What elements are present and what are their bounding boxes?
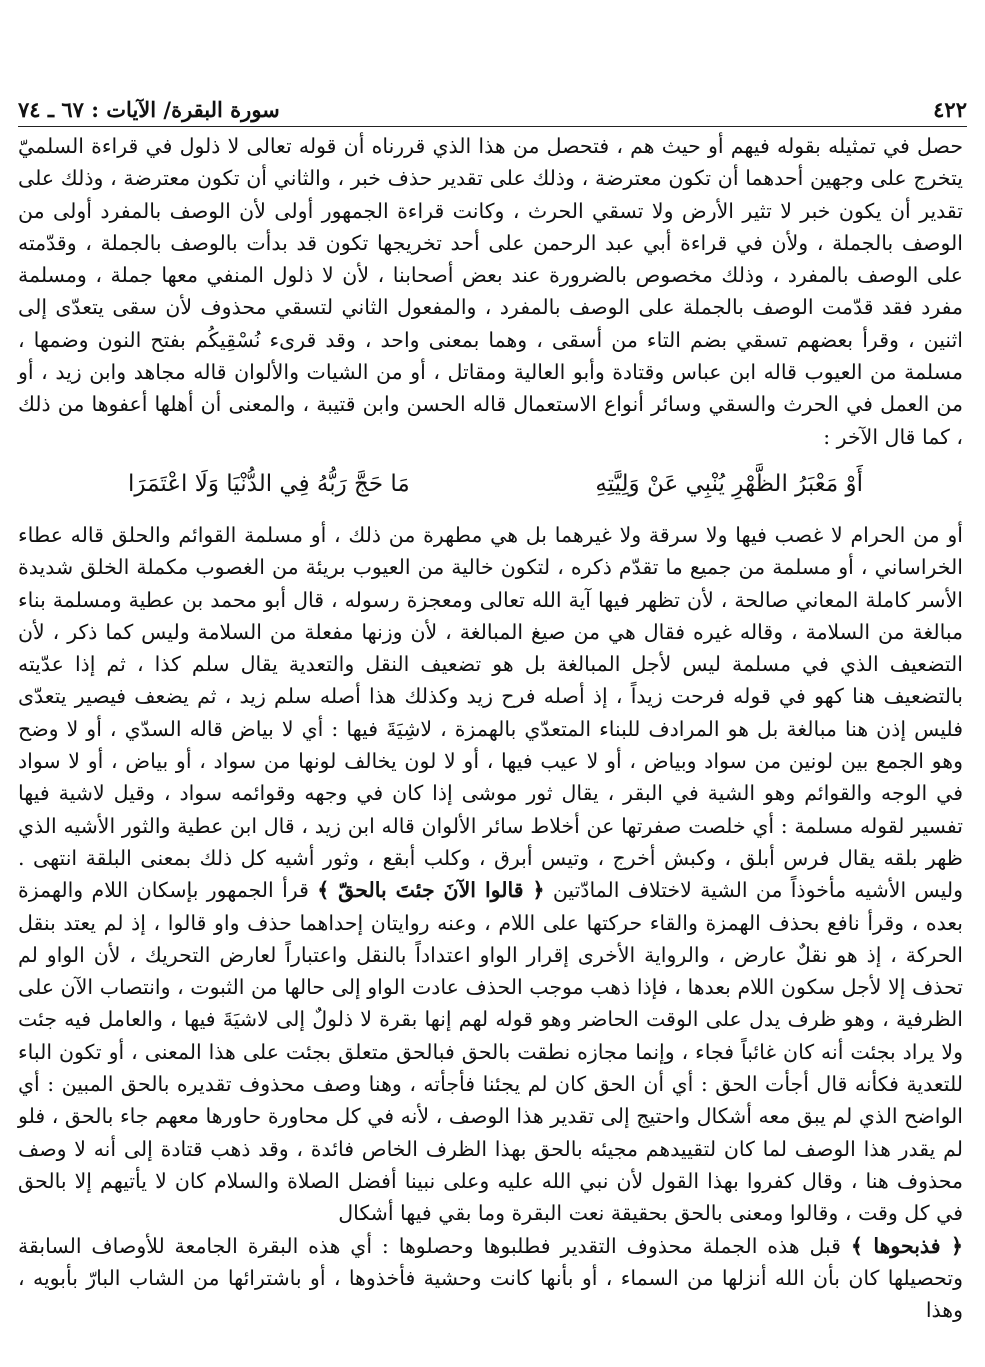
quran-quote-2: ﴿ فذبحوها ﴾ [850,1233,963,1258]
paragraph-3 [18,1230,963,1327]
page-body [18,130,963,1326]
paragraph-2-text: أو من الحرام لا غصب فيها ولا سرقة ولا غيرهما بل هي مطهرة من ذلك ، أو مسلمة القوائم والحلق قاله عطاء الخراساني ، أو مسلمة من جميع ما تقدّم ذكره ، لتكون خالية من العيوب بريئة من الغصوب مكملة الخلق شديدة الأسر كاملة المعاني صالحة ، لأن تظهر فيها آية الله تعالى ومعجزة رسوله ، قال أبو محمد بن عطية ومسلمة بناء مبالغة من السلامة ، وقاله غيره فقال هي من صيغ المبالغة ، لأن وزنها مفعلة من السلامة وليس كما ذكر ، لأن التضعيف الذي في مسلمة ليس لأجل المبالغة بل هو تضعيف النقل والتعدية يقال سلم كذا ، ثم إذا عدّيته بالتضعيف هنا كهو في قوله فرحت زيداً ، إذ أصله فرح زيد وكذلك هذا أصله سلم زيد ، ثم يضعف فيصير يتعدّى فليس إذن هنا مبالغة بل هو المرادف للبناء المتعدّي بالهمزة ، لاشِيَةَ فيها : أي لا بياض قاله السدّي ، أو لا وضح وهو الجمع بين لونين من سواد وبياض ، أو لا عيب فيها ، أو لا لون يخالف لونها من سواد ، أو بياض ، أو لا سواد في الوجه والقوائم وهو الشية في البقر ، يقال ثور موشى إذا كان في وجهه وقوائمه سواد ، وقيل لاشية فيها تفسير لقوله مسلمة : أي خلصت صفرتها عن أخلاط سائر الألوان قاله ابن زيد ، قال ابن عطية والثور الأشيه الذي ظهر بلقه يقال فرس أبلق ، وكبش أخرج ، وتيس أبرق ، وكلب أبقع ، وثور أشيه كل ذلك بمعنى البلقة انتهى . وليس الأشيه مأخوذاً من الشية لاختلاف المادّتين [18,522,963,903]
quran-quote-1: ﴿ قالوا الآنَ جئتَ بالحقّ ﴾ [317,878,545,903]
paragraph-2 [18,519,963,1230]
page-header [18,88,967,127]
paragraph-2-continuation: قرأ الجمهور بإسكان اللام والهمزة بعده ، وقرأ نافع بحذف الهمزة والقاء حركتها على اللام ، وعنه روايتان إحداهما حذف واو قالوا ، إذ لم يعتد بنقل الحركة ، إذ هو نقلٌ عارض ، والرواية الأخرى إقرار الواو اعتداداً بالنقل واعتباراً لعارض التحريك ، لأن الواو لم تحذف إلا لأجل سكون اللام بعدها ، فإذا ذهب موجب الحذف عادت الواو إلى حالها من الثبوت ، وانتصاب الآن على الظرفية ، وهو ظرف يدل على الوقت الحاضر وهو قوله لهم إنها بقرة لا ذلولٌ إلى لاشيَةَ فيها ، والعامل فيه جئت ولا يراد بجئت أنه كان غائباً فجاء ، وإنما مجازه نطقت بالحق فبالحق متعلق بجئت على هذا المعنى ، أو تكون الباء للتعدية فكأنه قال أجأت الحق : أي أن الحق كان لم يجئنا فأجأته ، وهنا وصف محذوف تقديره بالحق المبين : أي الواضح الذي لم يبق معه أشكال واحتيج إلى تقدير هذا الوصف ، لأنه في كل محاورة حاورها معهم جاء بالحق ، فلو لم يقدر هذا الوصف لما كان لتقييدهم مجيئه بالحق بهذا الظرف الخاص فائدة ، وقد ذهب قتادة إلى أنه لا وصف محذوف هنا ، وقال كفروا بهذا القول لأن نبي الله عليه وعلى نبينا أفضل الصلاة والسلام كان لا يأتيهم إلا بالحق في كل وقت ، وقالوا ومعنى بالحق بحقيقة نعت البقرة وما بقي فيها أشكال [18,878,963,1226]
running-title: سورة البقرة/ الآيات : ٦٧ ـ ٧٤ [18,97,280,122]
paragraph-3-text: قبل هذه الجملة محذوف التقدير فطلبوها وحصلوها : أي هذه البقرة الجامعة للأوصاف السابقة وتحصيلها كان بأن الله أنزلها من السماء ، أو بأنها كانت وحشية فأخذوها ، أو باشترائها من الشاب البارّ بأبويه ، وهذا [18,1233,963,1323]
verse-hemistich-right: أَوْ مَعْبَرُ الظَّهْرِ يُنْبِي عَنْ وَلِيَّتِهِ [595,470,863,497]
paragraph-1: حصل في تمثيله بقوله فيهم أو حيث هم ، فتحصل من هذا الذي قررناه أن قوله تعالى لا ذلول في قراءة السلميّ يتخرج على وجهين أحدهما أن تكون معترضة ، وذلك على تقدير حذف خبر ، والثاني أن تكون معترضة ، وذلك على تقدير أن يكون خبر لا تثير الأرض ولا تسقي الحرث ، وكانت قراءة الجمهور أولى لأن الوصف بالمفرد أولى من الوصف بالجملة ، ولأن في قراءة أبي عبد الرحمن على أحد تخريجها تكون قد بدأت بالوصف بالجملة ، وقدّمته على الوصف بالمفرد ، وذلك مخصوص بالضرورة عند بعض أصحابنا ، لأن لا ذلول المنفي معها جملة ، ومسلمة مفرد فقد قدّمت الوصف بالجملة على الوصف بالمفرد ، والمفعول الثاني لتسقي محذوف لأن سقى يتعدّى إلى اثنين ، وقرأ بعضهم تسقي بضم التاء من أسقى ، وهما بمعنى واحد ، وقد قرىء نُسْقِيكُم بفتح النون وضمها ، مسلمة من العيوب قاله ابن عباس وقتادة وأبو العالية ومقاتل ، أو من الشيات والألوان قاله مجاهد وابن زيد ، أو من العمل في الحرث والسقي وسائر أنواع الاستعمال قاله الحسن وابن قتيبة ، والمعنى أن أهلها أعفوها من ذلك ، كما قال الآخر : [18,134,963,449]
verse-hemistich-left: مَا حَجَّ رَبُّهُ فِي الدُّنْيَا وَلَا اعْتَمَرَا [128,470,410,497]
poetry-verse [18,467,963,501]
page-number: ٤٢٢ [933,97,967,122]
